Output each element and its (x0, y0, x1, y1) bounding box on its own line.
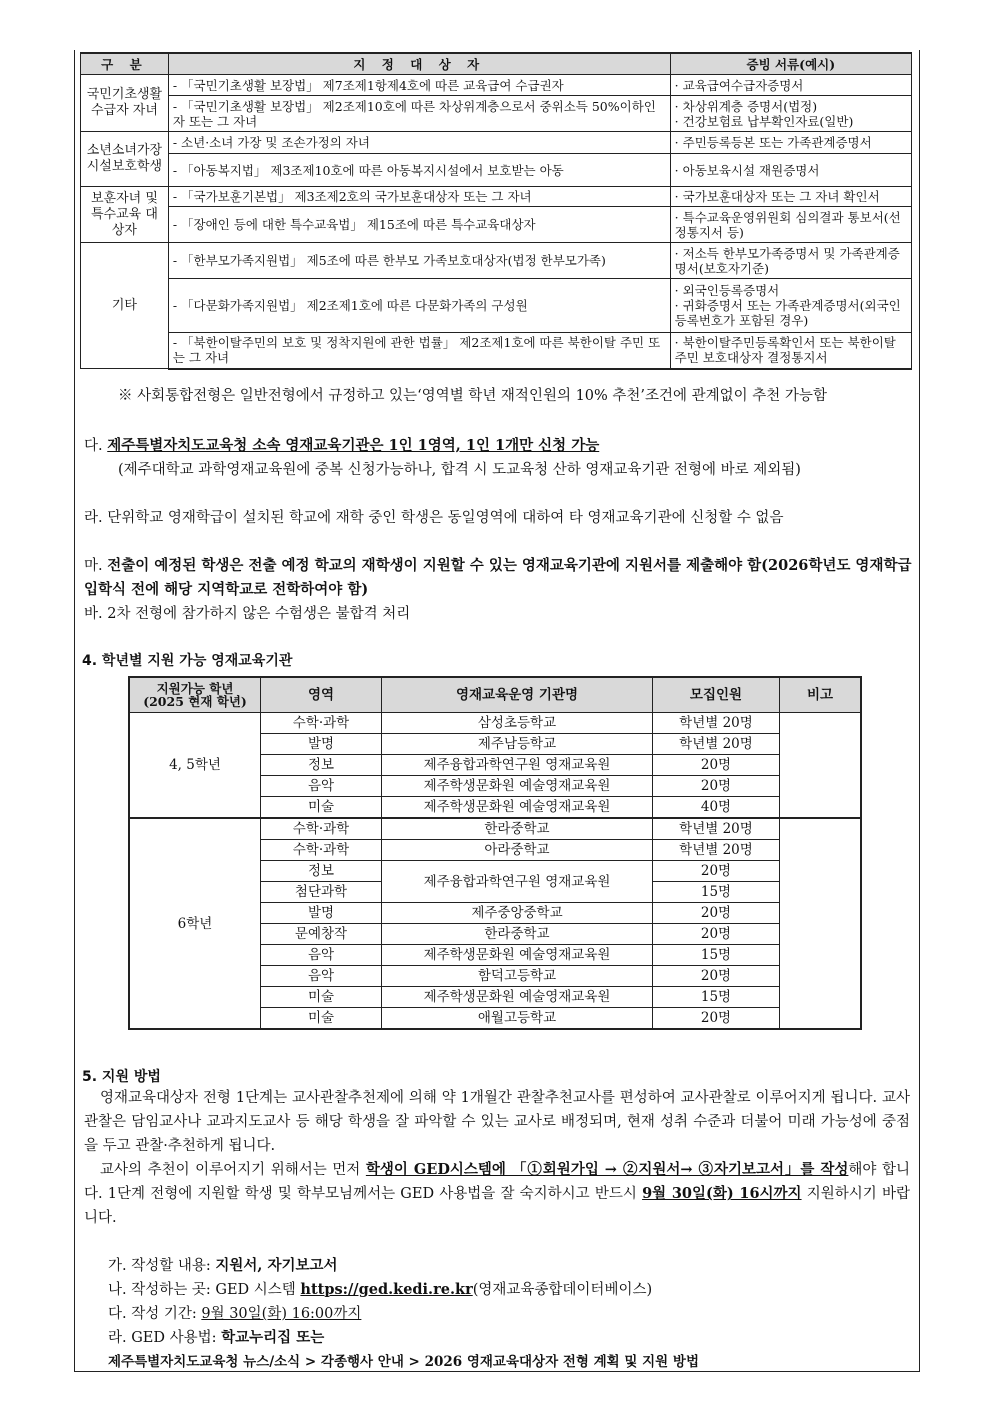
evidence-cell: · 저소득 한부모가족증명서 및 가족관계증명서(보호자기준) (670, 243, 911, 279)
section5-paragraph1: 영재교육대상자 전형 1단계는 교사관찰추천제에 의해 약 1개월간 관찰추천교사를 편성하여 교사관찰로 이루어지게 됩니다. 교사관찰은 담임교사나 교과지도교사 등 해당 학생을 잘 파악할 수 있는 교사로 배정되며, 현재 성취 수준과 더불어 미래 가능성에 중점을 두고 관찰·추천하게 됩니다. (84, 1090, 910, 1154)
org-cell: 아라중학교 (382, 840, 653, 861)
evidence-cell: · 주민등록등본 또는 가족관계증명서 (670, 132, 911, 154)
header-remark: 비고 (780, 677, 862, 713)
section5-paragraph2 (84, 1158, 910, 1230)
item-value: 학교누리집 또는 (221, 1329, 325, 1346)
count-cell: 40명 (653, 797, 780, 819)
item-ra: 라. 단위학교 영재학급이 설치된 학교에 재학 중인 학생은 동일영역에 대하여 타 영재교육기관에 신청할 수 없음 (84, 510, 784, 526)
count-cell: 15명 (653, 882, 780, 903)
ged-link[interactable]: https://ged.kedi.re.kr (300, 1281, 473, 1298)
count-cell: 학년별 20명 (653, 734, 780, 755)
item-value: 9월 30일(화) 16:00까지 (201, 1306, 362, 1322)
category-other: 기타 (81, 243, 169, 369)
item-da-text: 제주특별자치도교육청 소속 영재교육기관은 1인 1영역, 1인 1개만 신청 가능 (107, 437, 600, 454)
target-cell: - 「아동복지법」 제3조제10호에 따른 아동복지시설에서 보호받는 아동 (168, 154, 670, 187)
header-area: 영역 (261, 677, 382, 713)
evidence-cell: · 외국인등록증명서 · 귀화증명서 또는 가족관계증명서(외국인 등록번호가 포함된 경우) (670, 279, 911, 333)
area-cell: 미술 (261, 1008, 382, 1030)
target-cell: - 「북한이탈주민의 보호 및 정착지원에 관한 법률」 제2조제1호에 따른 북한이탈 주민 또는 그 자녀 (168, 333, 670, 369)
org-cell: 삼성초등학교 (382, 713, 653, 734)
item-label: 나. 작성하는 곳: GED 시스템 (108, 1282, 301, 1298)
org-cell: 제주중앙중학교 (382, 903, 653, 924)
header-org: 영재교육운영 기관명 (382, 677, 653, 713)
item-label: 다. 작성 기간: (108, 1306, 202, 1322)
org-cell: 함덕고등학교 (382, 966, 653, 987)
item-ma-prefix: 마. (84, 558, 103, 574)
item-ga (108, 1254, 338, 1278)
evidence-cell: · 국가보훈대상자 또는 그 자녀 확인서 (670, 187, 911, 207)
area-cell: 수학·과학 (261, 840, 382, 861)
evidence-cell: · 북한이탈주민등록확인서 또는 북한이탈주민 보호대상자 결정통지서 (670, 333, 911, 369)
evidence-cell: · 특수교육운영위원회 심의결과 통보서(선정통지서 등) (670, 207, 911, 243)
item-label: 가. 작성할 내용: (108, 1258, 216, 1274)
item-na (108, 1278, 652, 1302)
org-cell: 제주융합과학연구원 영재교육원 (382, 861, 653, 903)
item-label: 라. GED 사용법: (108, 1330, 222, 1346)
evidence-cell: · 교육급여수급자증명서 (670, 75, 911, 96)
area-cell: 수학·과학 (261, 818, 382, 840)
org-cell: 제주학생문화원 예술영재교육원 (382, 987, 653, 1008)
count-cell: 20명 (653, 1008, 780, 1030)
section5-heading: 5. 지원 방법 (82, 1069, 161, 1085)
grade-45: 4, 5학년 (129, 713, 261, 819)
count-cell: 학년별 20명 (653, 840, 780, 861)
count-cell: 20명 (653, 776, 780, 797)
header-count: 모집인원 (653, 677, 780, 713)
count-cell: 20명 (653, 966, 780, 987)
area-cell: 미술 (261, 987, 382, 1008)
org-cell: 제주학생문화원 예술영재교육원 (382, 797, 653, 819)
header-grade: 지원가능 학년 (2025 현재 학년) (129, 677, 261, 713)
org-cell: 한라중학교 (382, 818, 653, 840)
org-cell: 한라중학교 (382, 924, 653, 945)
category-basic-living: 국민기초생활 수급자 자녀 (81, 75, 169, 132)
nav-path: 제주특별자치도교육청 뉴스/소식 > 각종행사 안내 > 2026 영재교육대상자 전형 계획 및 지원 방법 (108, 1354, 700, 1370)
area-cell: 문예창작 (261, 924, 382, 945)
count-cell: 20명 (653, 861, 780, 882)
area-cell: 수학·과학 (261, 713, 382, 734)
item-da-prefix: 다. (84, 438, 103, 454)
item-value: (영재교육종합데이터베이스) (472, 1282, 653, 1298)
remark-cell (780, 713, 862, 819)
item-ra2 (108, 1326, 324, 1350)
p2-deadline: 9월 30일(화) 16시까지 (642, 1185, 802, 1202)
area-cell: 발명 (261, 903, 382, 924)
count-cell: 학년별 20명 (653, 818, 780, 840)
header-category: 구 분 (81, 53, 169, 75)
area-cell: 정보 (261, 755, 382, 776)
section4-heading: 4. 학년별 지원 가능 영재교육기관 (82, 653, 293, 669)
target-cell: - 「국가보훈기본법」 제3조제2호의 국가보훈대상자 또는 그 자녀 (168, 187, 670, 207)
item-ba: 바. 2차 전형에 참가하지 않은 수험생은 불합격 처리 (84, 606, 411, 622)
count-cell: 20명 (653, 755, 780, 776)
area-cell: 미술 (261, 797, 382, 819)
org-cell: 제주학생문화원 예술영재교육원 (382, 945, 653, 966)
p2-text: 교사의 추천이 이루어지기 위해서는 먼저 (100, 1162, 366, 1178)
org-cell: 제주융합과학연구원 영재교육원 (382, 755, 653, 776)
eligibility-table (80, 52, 912, 370)
p2-text: 해야 합니다. 1단계 전형에 지원할 학생 및 학부모님께서는 GED 사용법을 잘 숙지하시고 반드시 (84, 1162, 910, 1202)
item-da-sub: (제주대학교 과학영재교육원에 중복 신청가능하나, 합격 시 도교육청 산하 영재교육기관 전형에 바로 제외됨) (118, 462, 801, 478)
note-social-integration: ※ 사회통합전형은 일반전형에서 규정하고 있는‘영역별 학년 재적인원의 10% 추천’조건에 관계없이 추천 가능함 (118, 388, 827, 404)
header-target: 지 정 대 상 자 (168, 53, 670, 75)
grade-6: 6학년 (129, 818, 261, 1029)
header-evidence: 증빙 서류(예시) (670, 53, 911, 75)
target-cell: - 「다문화가족지원법」 제2조제1호에 따른 다문화가족의 구성원 (168, 279, 670, 333)
target-cell: - 「장애인 등에 대한 특수교육법」 제15조에 따른 특수교육대상자 (168, 207, 670, 243)
target-cell: - 「국민기초생활 보장법」 제2조제10호에 따른 차상위계층으로서 중위소득 50%이하인 자 또는 그 자녀 (168, 96, 670, 132)
count-cell: 20명 (653, 903, 780, 924)
category-youth-head: 소년소녀가장 시설보호학생 (81, 132, 169, 187)
org-cell: 제주학생문화원 예술영재교육원 (382, 776, 653, 797)
count-cell: 15명 (653, 945, 780, 966)
item-value: 지원서, 자기보고서 (215, 1257, 338, 1274)
count-cell: 20명 (653, 924, 780, 945)
category-veteran-special: 보훈자녀 및 특수교육 대상자 (81, 187, 169, 243)
area-cell: 발명 (261, 734, 382, 755)
area-cell: 음악 (261, 776, 382, 797)
evidence-cell: · 아동보육시설 재원증명서 (670, 154, 911, 187)
target-cell: - 소년·소녀 가장 및 조손가정의 자녀 (168, 132, 670, 154)
target-cell: - 「한부모가족지원법」 제5조에 따른 한부모 가족보호대상자(법정 한부모가족) (168, 243, 670, 279)
p2-emphasis: 학생이 GED시스템에 「①회원가입 → ②지원서→ ③자기보고서」를 작성 (365, 1161, 849, 1178)
area-cell: 음악 (261, 945, 382, 966)
item-ma-text: 전출이 예정된 학생은 전출 예정 학교의 재학생이 지원할 수 있는 영재교육기관에 지원서를 제출해야 함(2026학년도 영재학급 입학식 전에 해당 지역학교로 전학하여야 함) (84, 557, 912, 598)
remark-cell (780, 818, 862, 1029)
org-cell: 제주남등학교 (382, 734, 653, 755)
org-cell: 애월고등학교 (382, 1008, 653, 1030)
institutions-table (128, 676, 862, 1030)
evidence-cell: · 차상위계층 증명서(법정) · 건강보험료 납부확인자료(일반) (670, 96, 911, 132)
target-cell: - 「국민기초생활 보장법」 제7조제1항제4호에 따른 교육급여 수급권자 (168, 75, 670, 96)
item-da (84, 434, 912, 458)
area-cell: 음악 (261, 966, 382, 987)
item-ma (84, 554, 912, 602)
area-cell: 정보 (261, 861, 382, 882)
count-cell: 학년별 20명 (653, 713, 780, 734)
count-cell: 15명 (653, 987, 780, 1008)
area-cell: 첨단과학 (261, 882, 382, 903)
p2-text: 지원하시기 바랍니다. (84, 1186, 910, 1226)
item-da2 (108, 1302, 361, 1326)
